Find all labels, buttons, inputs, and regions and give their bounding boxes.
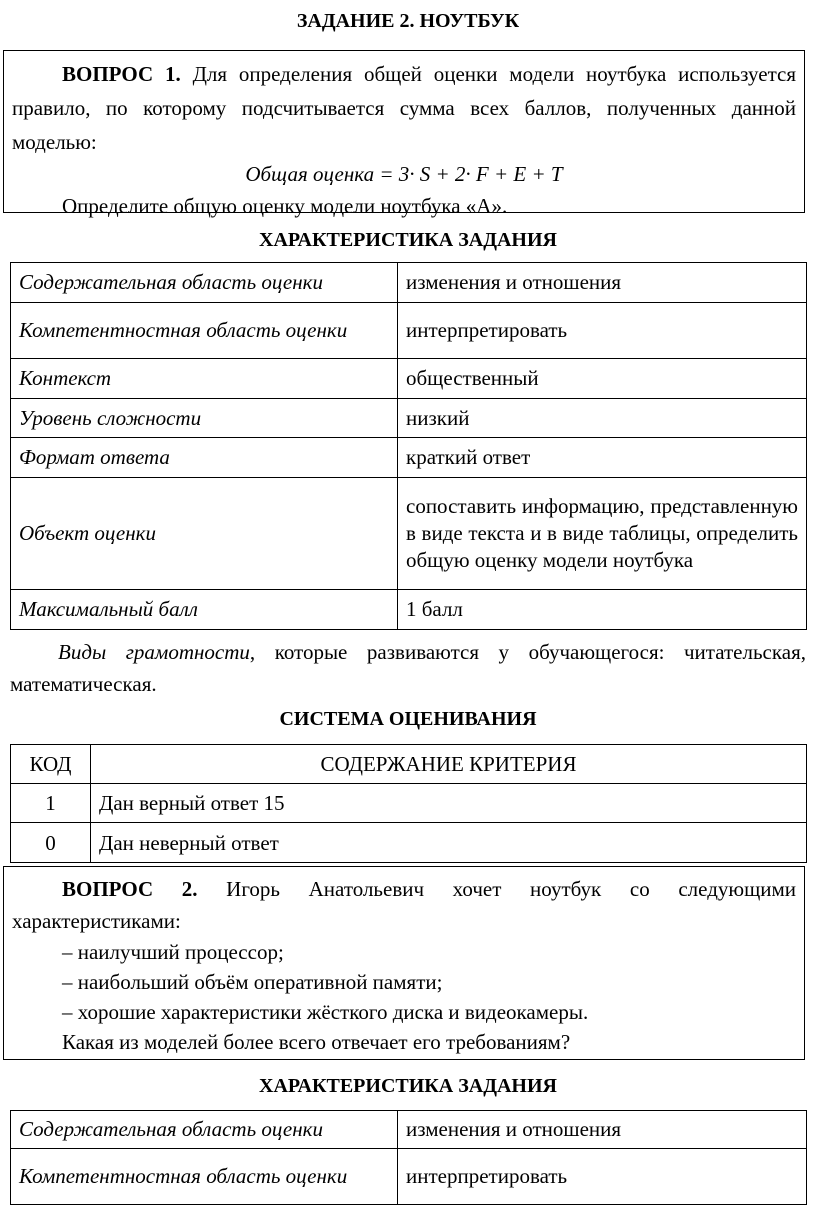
row-value: изменения и отношения — [398, 263, 807, 303]
criterion-code: 1 — [11, 784, 91, 823]
table-row — [11, 784, 807, 823]
question-2-body: Игорь Анатольевич хочет ноутбук со следующими характеристиками: — [12, 877, 796, 933]
question-2-ask: Какая из моделей более всего отвечает его требованиям? — [62, 1030, 571, 1054]
question-1-body: Для определения общей оценки модели ноутбука используется правило, по которому подсчитывается сумма всех баллов, полученных данной моделью: — [12, 62, 796, 154]
grading-table — [10, 744, 807, 863]
code-header: КОД — [11, 745, 91, 784]
table-row — [11, 823, 807, 863]
row-label: Содержательная область оценки — [11, 263, 398, 303]
row-label: Содержательная область оценки — [11, 1111, 398, 1149]
characteristics-table-1 — [10, 262, 807, 630]
table-row — [11, 590, 807, 630]
question-2-text — [12, 873, 796, 937]
row-label: Максимальный балл — [11, 590, 398, 630]
question-1-ask: Определите общую оценку модели ноутбука «А». — [62, 194, 508, 218]
question-2-label: ВОПРОС 2. — [62, 877, 198, 901]
question-2-box — [3, 866, 805, 1060]
table-row — [11, 263, 807, 303]
characteristics-heading-2: ХАРАКТЕРИСТИКА ЗАДАНИЯ — [259, 1075, 557, 1097]
question-1-label: ВОПРОС 1. — [62, 62, 181, 86]
content-header: СОДЕРЖАНИЕ КРИТЕРИЯ — [91, 745, 807, 784]
list-item: – хорошие характеристики жёсткого диска и видеокамеры. — [62, 1000, 589, 1024]
page-title: ЗАДАНИЕ 2. НОУТБУК — [296, 10, 520, 32]
question-1-text — [12, 57, 796, 159]
list-item: – наибольший объём оперативной памяти; — [62, 970, 443, 994]
row-label: Формат ответа — [11, 438, 398, 478]
row-value: общественный — [398, 359, 807, 399]
row-value: краткий ответ — [398, 438, 807, 478]
literacy-paragraph — [10, 636, 806, 700]
table-row — [11, 478, 807, 590]
characteristics-table-2 — [10, 1110, 807, 1205]
literacy-text: , которые развиваются у обучающегося: читательская, математическая. — [10, 640, 806, 696]
question-1-box — [3, 50, 805, 218]
table-row — [11, 399, 807, 438]
row-label: Контекст — [11, 359, 398, 399]
characteristics-heading-1: ХАРАКТЕРИСТИКА ЗАДАНИЯ — [259, 229, 557, 251]
criterion-code: 0 — [11, 823, 91, 863]
criterion-content: Дан верный ответ 15 — [91, 784, 807, 823]
table-row — [11, 303, 807, 359]
grading-heading: СИСТЕМА ОЦЕНИВАНИЯ — [279, 708, 537, 730]
table-row — [11, 1149, 807, 1205]
row-label: Объект оценки — [11, 478, 398, 590]
row-value: интерпретировать — [398, 303, 807, 359]
row-label: Компетентностная область оценки — [11, 303, 398, 359]
row-value: сопоставить информацию, представленную в виде текста и в виде таблицы, определить общую оценку модели ноутбука — [398, 478, 807, 590]
row-label: Уровень сложности — [11, 399, 398, 438]
row-value: интерпретировать — [398, 1149, 807, 1205]
table-row — [11, 1111, 807, 1149]
row-value: 1 балл — [398, 590, 807, 630]
row-value: низкий — [398, 399, 807, 438]
score-formula: Общая оценка = 3· S + 2· F + E + T — [245, 162, 563, 186]
literacy-label: Виды грамотности — [58, 640, 250, 664]
criterion-content: Дан неверный ответ — [91, 823, 807, 863]
table-row — [11, 359, 807, 399]
table-row — [11, 438, 807, 478]
list-item: – наилучший процессор; — [62, 940, 284, 964]
row-label: Компетентностная область оценки — [11, 1149, 398, 1205]
row-value: изменения и отношения — [398, 1111, 807, 1149]
table-header-row — [11, 745, 807, 784]
